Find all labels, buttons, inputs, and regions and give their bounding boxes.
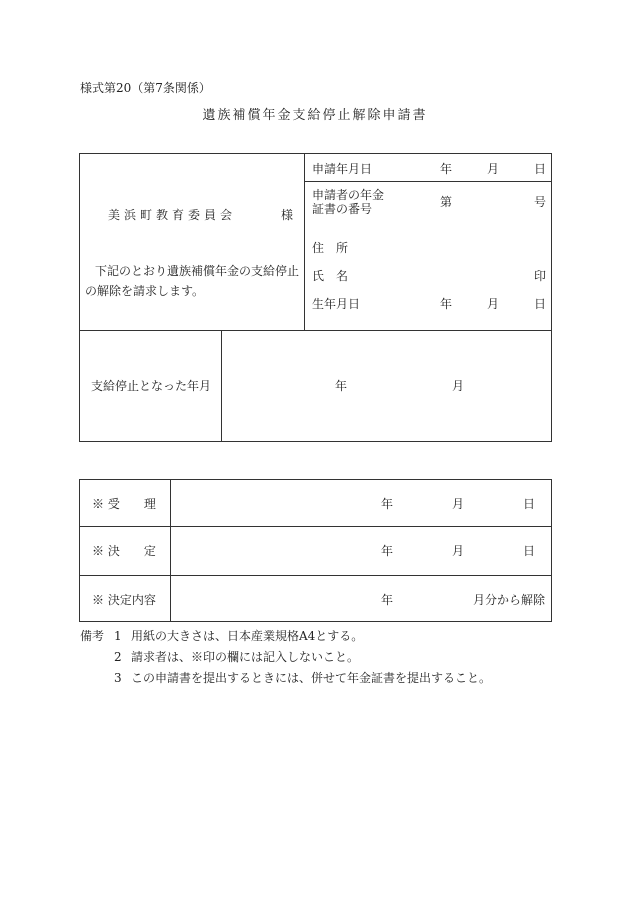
form-number: 様式第20（第7条関係） <box>80 81 211 95</box>
decision-day: 日 <box>523 544 536 558</box>
birth-date-day: 日 <box>534 297 547 311</box>
decision-month: 月 <box>452 544 465 558</box>
receipt-label: ※ 受 理 <box>92 497 156 511</box>
document-title: 遺族補償年金支給停止解除申請書 <box>202 108 428 123</box>
certificate-number-suffix: 号 <box>534 195 547 209</box>
receipt-year: 年 <box>381 497 394 511</box>
table-divider <box>79 526 552 527</box>
certificate-number-label-line1: 申請者の年金 <box>312 188 385 202</box>
table-divider <box>170 479 171 622</box>
table-divider <box>79 330 552 331</box>
decision-content-year: 年 <box>381 593 394 607</box>
suspension-label: 支給停止となった年月 <box>91 379 212 393</box>
application-date-day: 日 <box>534 162 547 176</box>
birth-date-label: 生年月日 <box>312 297 361 311</box>
birth-date-year: 年 <box>440 297 453 311</box>
table-divider <box>304 181 552 182</box>
receipt-month: 月 <box>452 497 465 511</box>
address-label: 住 所 <box>312 241 349 255</box>
notes-heading: 備考 <box>80 629 105 643</box>
note-number: 3 <box>114 671 122 685</box>
note-text: 請求者は、※印の欄には記入しないこと。 <box>131 650 360 664</box>
addressee: 美浜町教育委員会 <box>108 208 237 222</box>
application-date-month: 月 <box>487 162 500 176</box>
application-date-label: 申請年月日 <box>312 162 373 176</box>
seal-mark: 印 <box>534 269 547 283</box>
decision-content-suffix: 月分から解除 <box>473 593 546 607</box>
application-date-year: 年 <box>440 162 453 176</box>
suspension-month: 月 <box>452 379 465 393</box>
certificate-number-prefix: 第 <box>440 195 453 209</box>
decision-label: ※ 決 定 <box>92 544 156 558</box>
honorific: 様 <box>281 208 294 222</box>
note-number: 2 <box>114 650 122 664</box>
note-text: この申請書を提出するときには、併せて年金証書を提出すること。 <box>131 671 492 685</box>
note-number: 1 <box>114 629 122 643</box>
note-text: 用紙の大きさは、日本産業規格A4とする。 <box>131 629 364 643</box>
name-label: 氏 名 <box>312 269 349 283</box>
request-text-line1: 下記のとおり遺族補償年金の支給停止 <box>95 264 300 278</box>
decision-year: 年 <box>381 544 394 558</box>
birth-date-month: 月 <box>487 297 500 311</box>
decision-content-label: ※ 決定内容 <box>92 593 156 607</box>
suspension-year: 年 <box>335 379 348 393</box>
request-text-line2: の解除を請求します。 <box>85 284 205 298</box>
table-divider <box>221 330 222 442</box>
table-divider <box>79 575 552 576</box>
certificate-number-label-line2: 証書の番号 <box>312 202 373 216</box>
receipt-day: 日 <box>523 497 536 511</box>
table-divider <box>304 153 305 331</box>
